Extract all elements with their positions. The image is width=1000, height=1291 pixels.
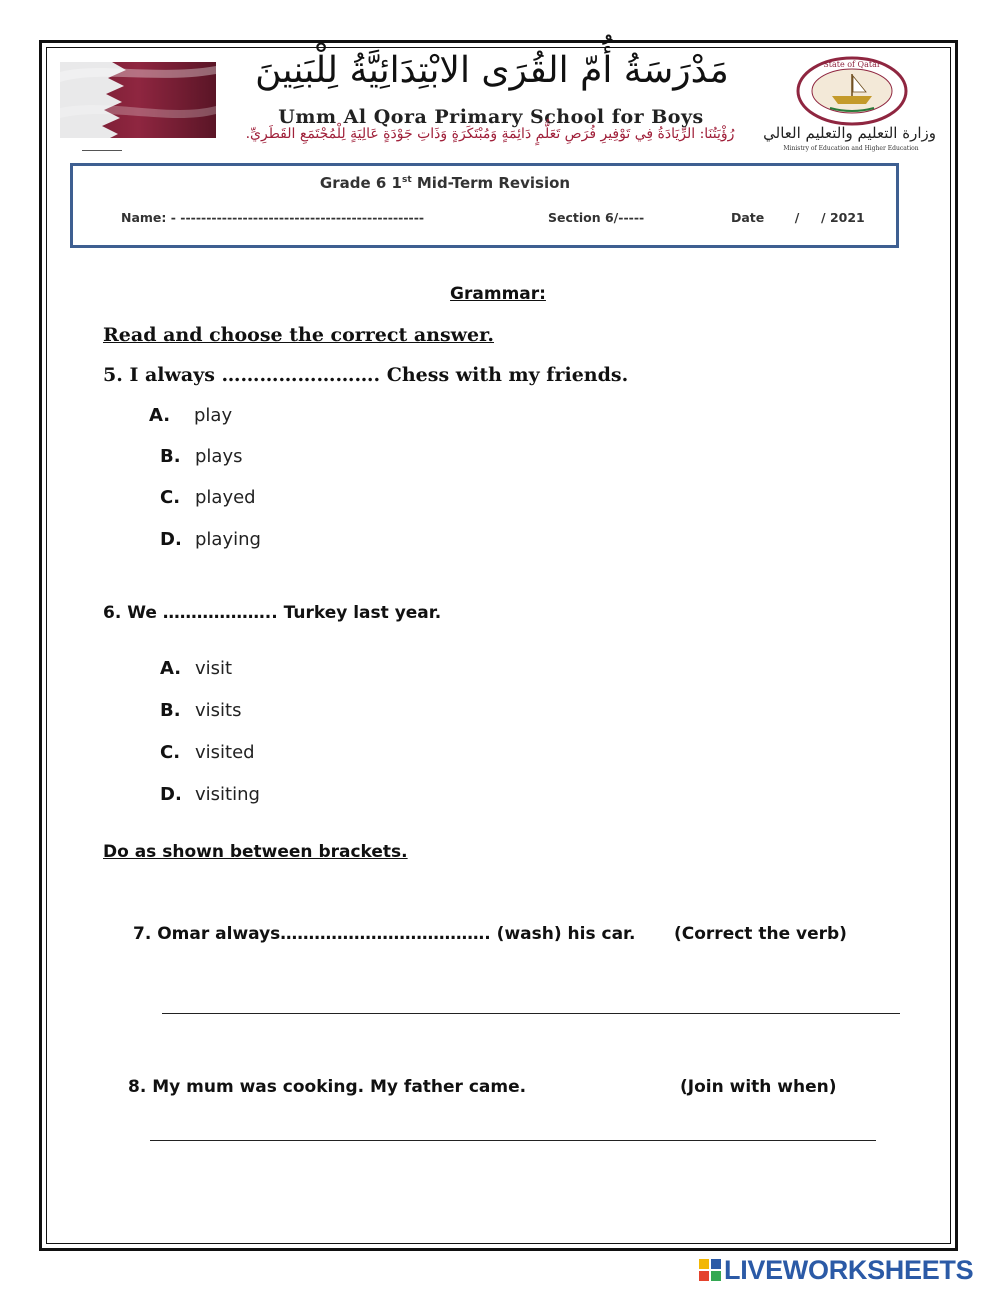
school-vision-arabic: رُؤْيَتُنَا: الرِّيَادَةُ فِي تَوْفِيرِ فُرَصِ تَعَلُّمٍ دَائِمَةٍ وَمُبْتَكَرَةٍ وَذَاتِ جَوْدَةٍ عَالِيَةٍ لِلْمُجْتَمَعِ القَطَرِيِّ. [245,126,735,142]
q5-option-a[interactable]: A. play [149,405,233,426]
question-8-hint: (Join with when) [680,1077,837,1097]
liveworksheets-brand[interactable]: LIVEWORKSHEETS [724,1255,974,1285]
school-name-english: Umm Al Qora Primary School for Boys [278,106,704,128]
question-7-hint: (Correct the verb) [674,924,847,944]
date-field[interactable]: Date / / 2021 [731,210,865,225]
instruction-brackets: Do as shown between brackets. [103,842,408,862]
answer-line-7[interactable] [162,1013,900,1014]
question-6: 6. We ……………….. Turkey last year. [103,603,442,623]
q6-option-a[interactable]: A. visit [160,658,233,679]
question-7: 7. Omar always………………………………. (wash) his car. [133,924,636,944]
ministry-name-arabic: وزارة التعليم والتعليم العالي [763,124,936,142]
section-field[interactable]: Section 6/----- [548,210,645,225]
liveworksheets-logo-icon [699,1259,721,1281]
name-field[interactable]: Name: - ----------------------------------------------- [121,210,425,225]
q5-option-d[interactable]: D. playing [160,529,261,550]
q6-option-c[interactable]: C. visited [160,742,255,763]
qatar-flag-image [60,62,216,138]
answer-line-8[interactable] [150,1140,876,1141]
header-divider [82,150,122,151]
question-5: 5. I always ……………………. Chess with my friends. [103,364,629,386]
q5-option-c[interactable]: C. played [160,487,256,508]
question-8: 8. My mum was cooking. My father came. [128,1077,527,1097]
worksheet-title: Grade 6 1st Mid-Term Revision [319,174,571,192]
emblem-text: State of Qatar [823,60,881,69]
q5-option-b[interactable]: B. plays [160,446,243,467]
instruction-choose: Read and choose the correct answer. [103,324,494,346]
q6-option-b[interactable]: B. visits [160,700,242,721]
state-of-qatar-emblem [796,56,908,126]
school-name-arabic: مَدْرَسَةُ أُمّ القُرَى الابْتِدَائِيَّةُ لِلْبَنِينَ [255,50,729,91]
q6-option-d[interactable]: D. visiting [160,784,260,805]
ministry-name-english: Ministry of Education and Higher Education [783,145,919,152]
grammar-heading: Grammar: [450,284,546,304]
